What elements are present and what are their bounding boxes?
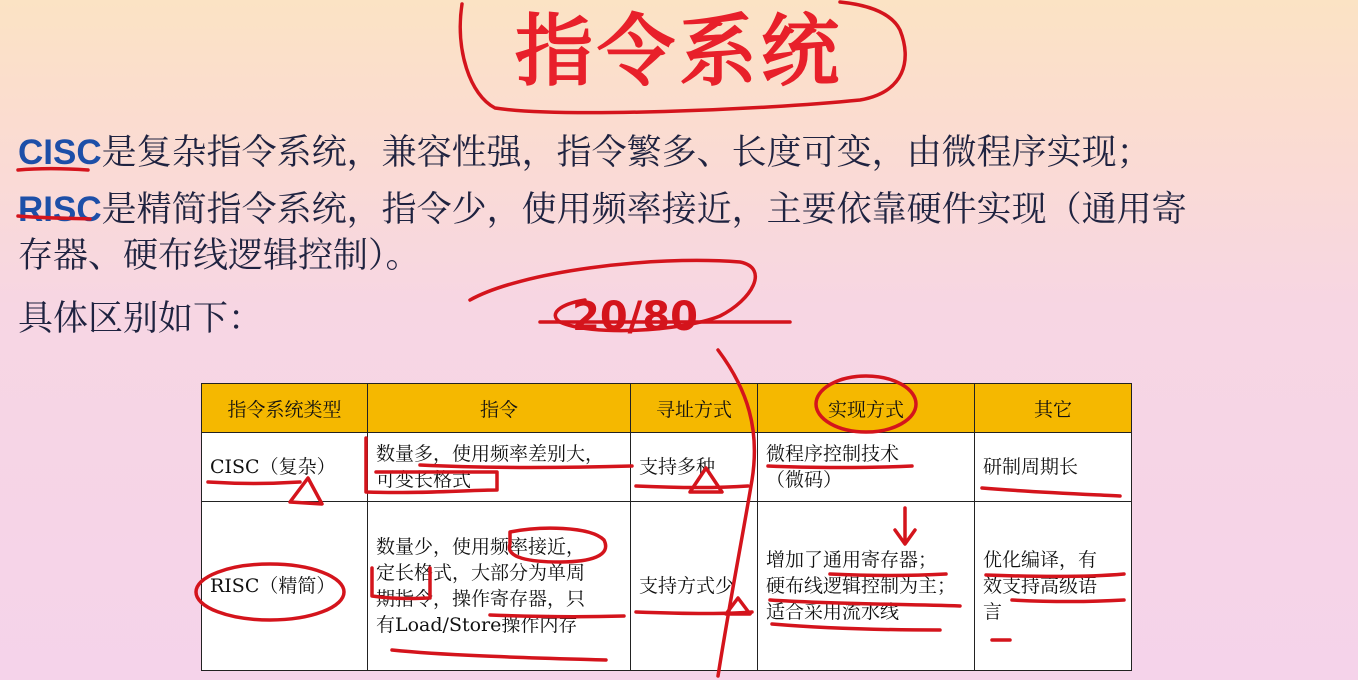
- risc-other-line: 言: [983, 601, 1003, 623]
- header-other: 其它: [975, 384, 1132, 433]
- risc-instruction-line: 期指令，操作寄存器，只: [376, 588, 586, 610]
- cisc-instruction-line: 可变长格式: [376, 469, 472, 491]
- table-row-cisc: [202, 433, 1132, 502]
- cisc-addressing-cell: 支持多种: [631, 433, 758, 502]
- risc-type-cell: RISC（精简）: [202, 502, 368, 671]
- header-addressing: 寻址方式: [631, 384, 758, 433]
- scribble-label: 20/80: [572, 294, 698, 340]
- risc-instruction-line: 数量少，使用频率接近，: [376, 536, 586, 558]
- risc-other-line: 效支持高级语: [983, 575, 1098, 597]
- table-row-risc: [202, 502, 1132, 671]
- risc-implementation-cell: [758, 502, 975, 671]
- risc-other-cell: [975, 502, 1132, 671]
- risc-text-line1: 是精简指令系统，指令少，使用频率接近，主要依靠硬件实现（通用寄: [101, 190, 1187, 230]
- risc-instruction-line: 有Load/Store操作内存: [376, 614, 578, 636]
- table-header-row: [202, 384, 1132, 433]
- risc-description: [18, 186, 1187, 234]
- risc-text-line2: 存器、硬布线逻辑控制）。: [18, 236, 421, 276]
- risc-instruction-cell: [368, 502, 631, 671]
- risc-addressing-cell: 支持方式少: [631, 502, 758, 671]
- differences-label: 具体区别如下：: [18, 299, 264, 339]
- cisc-type-cell: CISC（复杂）: [202, 433, 368, 502]
- header-type: 指令系统类型: [202, 384, 368, 433]
- page-title: 指令系统: [514, 7, 843, 97]
- risc-implementation-line: 硬布线逻辑控制为主；: [766, 575, 957, 597]
- header-implementation: 实现方式: [758, 384, 975, 433]
- cisc-text: 是复杂指令系统，兼容性强，指令繁多、长度可变，由微程序实现；: [101, 133, 1152, 173]
- header-instruction: 指令: [368, 384, 631, 433]
- cisc-term: CISC: [18, 133, 102, 172]
- risc-instruction-line: 定长格式，大部分为单周: [376, 562, 586, 584]
- cisc-other-cell: 研制周期长: [975, 433, 1132, 502]
- cisc-description: [18, 129, 1152, 177]
- risc-other-line: 优化编译，有: [983, 549, 1098, 571]
- risc-implementation-line: 增加了通用寄存器；: [766, 549, 938, 571]
- comparison-table: [201, 383, 1132, 671]
- cisc-instruction-cell: [368, 433, 631, 502]
- risc-implementation-line: 适合采用流水线: [766, 601, 900, 623]
- risc-term: RISC: [18, 190, 102, 229]
- cisc-implementation-line: 微程序控制技术: [766, 443, 900, 465]
- cisc-implementation-line: （微码）: [766, 469, 843, 491]
- cisc-implementation-cell: [758, 433, 975, 502]
- scribble-loop-mark: [470, 260, 755, 330]
- cisc-instruction-line: 数量多，使用频率差别大，: [376, 443, 605, 465]
